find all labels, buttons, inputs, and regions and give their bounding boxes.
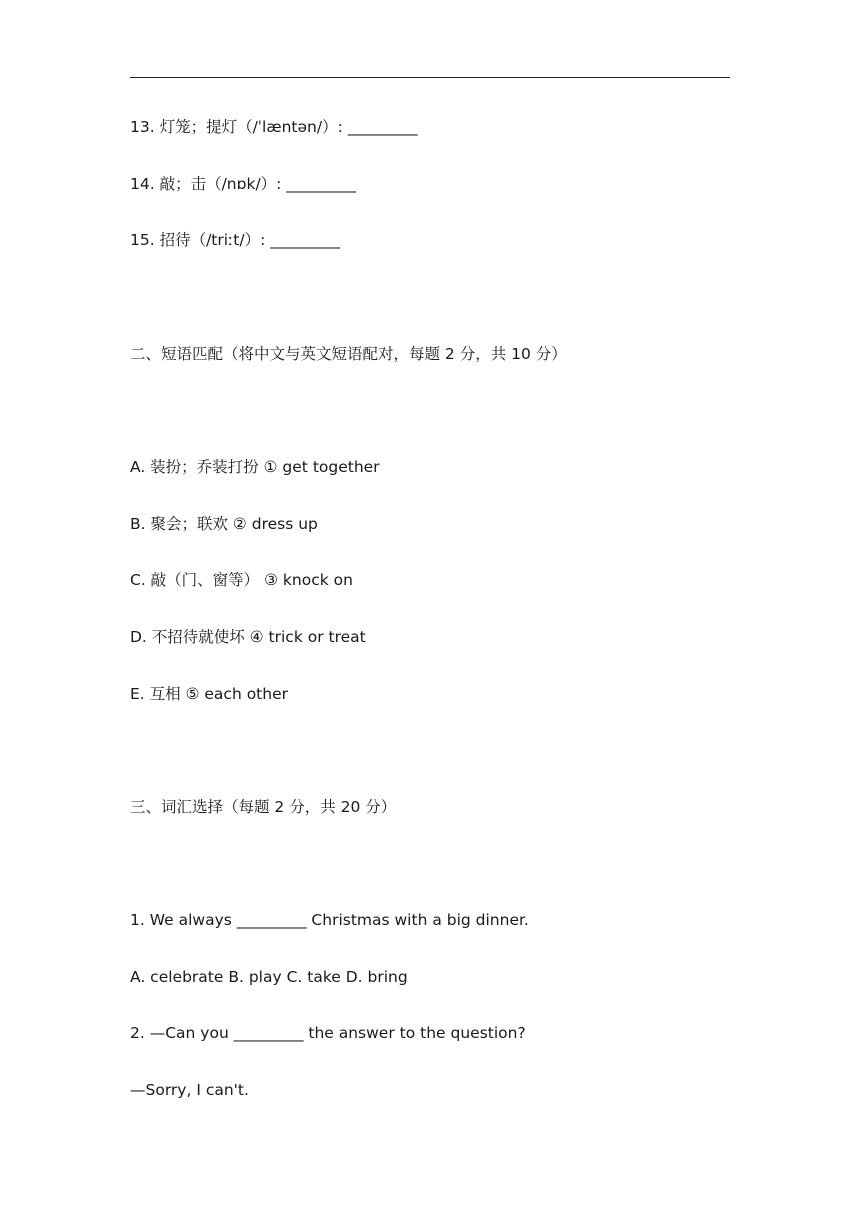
question-2: 2. —Can you _________ the answer to the question? xyxy=(130,1024,526,1042)
vocab-item-13: 13. 灯笼；提灯（/ˈlæntən/）: _________ xyxy=(130,118,418,136)
match-item-d: D. 不招待就使坏 ④ trick or treat xyxy=(130,628,366,646)
match-item-a: A. 装扮；乔装打扮 ① get together xyxy=(130,458,380,476)
match-item-b: B. 聚会；联欢 ② dress up xyxy=(130,515,318,533)
match-item-c: C. 敲（门、窗等） ③ knock on xyxy=(130,571,353,589)
header-rule xyxy=(130,77,730,78)
section-2-title: 二、短语匹配（将中文与英文短语配对，每题 2 分，共 10 分） xyxy=(130,345,567,363)
vocab-item-15: 15. 招待（/triːt/）: _________ xyxy=(130,231,340,249)
question-1-options: A. celebrate B. play C. take D. bring xyxy=(130,968,408,986)
vocab-item-14: 14. 敲；击（/nɒk/）: _________ xyxy=(130,175,357,193)
match-item-e: E. 互相 ⑤ each other xyxy=(130,685,288,703)
section-3-title: 三、词汇选择（每题 2 分，共 20 分） xyxy=(130,798,397,816)
question-2-dialogue: —Sorry, I can't. xyxy=(130,1081,249,1099)
question-1: 1. We always _________ Christmas with a big dinner. xyxy=(130,911,529,929)
